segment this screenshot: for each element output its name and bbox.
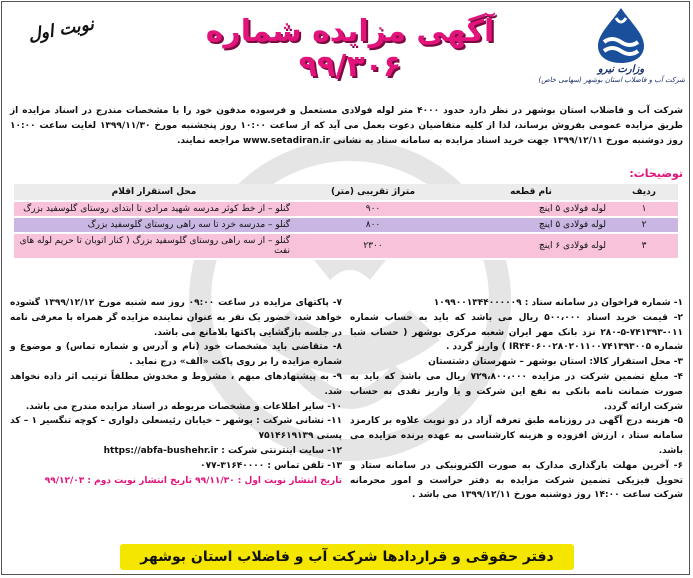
condition-item: ۱۱- نشانی شرکت : بوشهر – خیابان رئیسعلی دلواری – کوچه تنگسیر ۱ – کد پستی ۷۵۱۴۶۱۹۱۳۹ [10, 416, 342, 442]
condition-item: ۱۳- تلفن تماس : ۳۱۶۴۰۰۰۰-۰۷۷ [200, 460, 342, 471]
conditions-left-column [10, 296, 342, 488]
item-location: گنلو – از سه راهی روستای گلوسفید بزرگ ( کنار اتوبان تا حریم لوله های نفت [14, 233, 294, 259]
header-row-number: ردیف [610, 184, 678, 201]
table-row [14, 217, 678, 233]
item-name: لوله فولادی ۶ اینچ [452, 233, 610, 259]
condition-item: ۵- هزینه درج آگهی در روزنامه طبق تعرفه آزاد در دو نوبت علاوه بر کارمزد سامانه ستاد ، ارزش افزوده و هزینه کارشناسی به عهده برنده مزایده می باشد. [350, 416, 683, 456]
row-number: ۲ [610, 217, 678, 233]
condition-item: ۱۲- سایت اینترنتی شرکت : https://abfa-bushehr.ir [103, 445, 342, 456]
header-length: متراژ تقریبی (متر) [294, 184, 452, 201]
conditions-right-column [350, 296, 683, 503]
publication-dates: تاریخ انتشار نوبت اول : ۹۹/۱۱/۳۰ تاریخ انتشار نوبت دوم : ۹۹/۱۲/۰۳ [44, 475, 342, 486]
company-logo [538, 6, 685, 98]
footer-banner: دفتر حقوقی و قراردادها شرکت آب و فاضلاب استان بوشهر [120, 544, 574, 570]
items-table [14, 184, 678, 260]
row-number: ۳ [610, 233, 678, 259]
item-name: لوله فولادی ۵ اینچ [452, 201, 610, 217]
condition-item: ۲- قیمت خرید اسناد ۵۰۰،۰۰۰ ریال می باشد که باید به حساب شماره ۰۱۱-۷۴۱۳۹۳-۵-۲۸۰ نزد بانک مهر ایران شعبه مرکزی بوشهر ( حساب شبا شماره IR۴۴۰۶۰۰۲۸۰۲۰۱۱۰۰۷۴۱۳۹۳۰۰۵ ) واریز گردد . [350, 312, 684, 353]
item-length: ۹۰۰ [294, 201, 452, 217]
condition-item: ۳- محل استقرار کالا: استان بوشهر – شهرستان دشتستان [428, 357, 683, 368]
intro-paragraph: شرکت آب و فاضلاب استان بوشهر در نظر دارد حدود ۴۰۰۰ متر لوله فولادی مستعمل و فرسوده مدفون خود را با مشخصات مندرج در اسناد مزایده از طریق مزایده عمومی بفروش برساند، لذا از کلیه متقاضیان دعوت بعمل می آید که از ساعت ۱۰:۰۰ روز پنجشنبه مورخ ۱۳۹۹/۱۱/۳۰ لغایت ساعت ۱۰:۰۰ روز دوشنبه مورخ ۱۳۹۹/۱۲/۱۱ جهت خرید اسناد مزایده به سامانه ستاد به نشانی www.setadiran.ir مراجعه نمایند. [10, 106, 683, 146]
notes-label: توضیحات: [629, 167, 683, 180]
page-title: آگهی مزایده شماره ۹۹/۳۰۶ [205, 14, 495, 84]
item-name: لوله فولادی ۵ اینچ [452, 217, 610, 233]
round-label: نوبت اول [26, 14, 96, 46]
table-header-row [14, 184, 678, 201]
condition-item: ۸- متقاضی باید مشخصات خود (نام و آدرس و شماره تماس) و موضوع و شماره مزایده را بر روی پاکت «الف» درج نماید . [10, 342, 342, 368]
company-logo-text: شرکت آب و فاضلاب استان بوشهر (سهامی خاص) [538, 76, 685, 84]
item-length: ۸۰۰ [294, 217, 452, 233]
condition-item: ۷- پاکتهای مزایده در ساعت ۰۹:۰۰ روز سه شنبه مورخ ۱۳۹۹/۱۲/۱۲ گشوده خواهد شد، حضور یک نفر به عنوان نماینده مزایده گر همراه با معرفی نامه در جلسه بازگشایی پاکتها بلامانع می باشد. [10, 298, 342, 338]
water-drop-logo-icon [590, 6, 652, 64]
header-location: محل استقرار اقلام [14, 184, 294, 201]
ministry-name: وزارت نیرو [597, 64, 645, 75]
condition-item: ۴- مبلغ تضمین شرکت در مزایده ۷۲۹،۸۰۰،۰۰۰ ریال می باشد که باید به صورت ضمانت نامه بانکی به نفع این شرکت و یا واریز نقدی به حساب شرکت ارائه گردد. [350, 371, 683, 412]
item-location: گنلو – از خط کوثر مدرسه شهید مرادی تا ابتدای روستای گلوسفید بزرگ [14, 201, 294, 217]
condition-item: ۱۰- سایر اطلاعات و مشخصات مربوطه در اسناد مزایده مندرج می باشد. [25, 401, 342, 412]
table-row [14, 233, 678, 259]
condition-item: ۱- شماره فراخوان در سامانه ستاد : ۱۰۹۹۰۰۱۳۴۴۰۰۰۰۰۹ [433, 298, 683, 308]
condition-item: ۹- به پیشنهادهای مبهم ، مشروط و مخدوش مطلقاً ترتیب اثر داده نخواهد شد. [10, 371, 342, 397]
item-location: گنلو – مدرسه خرد تا سه راهی روستای گلوسفید بزرگ [14, 217, 294, 233]
condition-item: ۶- آخرین مهلت بارگذاری مدارک به صورت الکترونیکی در سامانه ستاد و تحویل فیزیکی تضمین شرکت مزایده به دفتر حراست و امور محرمانه شرکت ساعت ۱۴:۰۰ روز دوشنبه مورخ ۱۳۹۹/۱۲/۱۱ می باشد . [350, 460, 683, 501]
header-item-name: نام قطعه [452, 184, 610, 201]
row-number: ۱ [610, 201, 678, 217]
item-length: ۲۳۰۰ [294, 233, 452, 259]
table-row [14, 201, 678, 217]
